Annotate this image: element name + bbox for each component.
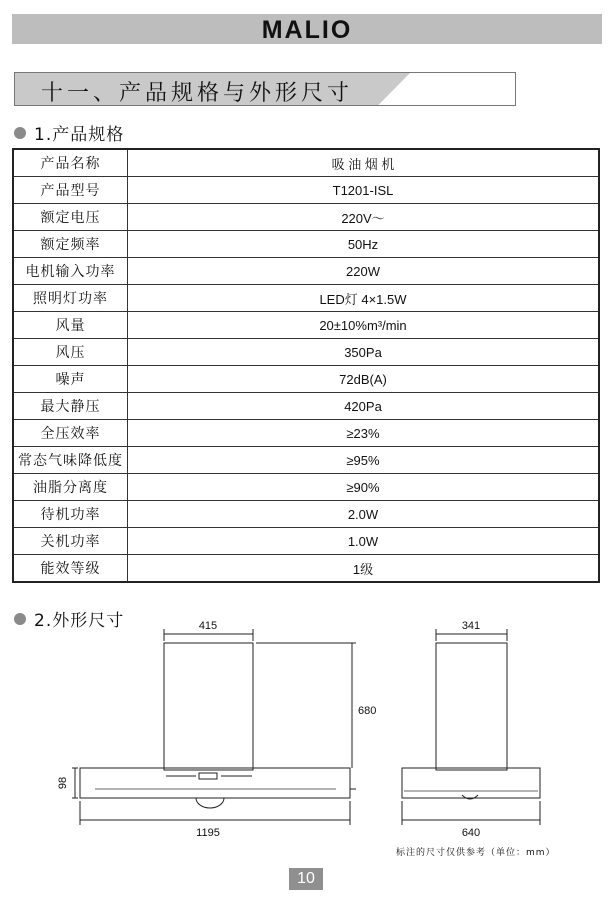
spec-value: 1级 [128,555,600,583]
spec-label: 油脂分离度 [13,474,128,501]
dim-chimney-width: 415 [198,620,218,632]
dimension-note: 标注的尺寸仅供参考（单位：mm） [396,848,556,858]
brand-header-bar [12,14,602,44]
spec-label: 待机功率 [13,501,128,528]
spec-value: 50Hz [128,231,600,258]
spec-value: 220V～ [128,204,600,231]
spec-value: 420Pa [128,393,600,420]
dimension-heading-text: 2.外形尺寸 [34,611,125,631]
spec-label: 额定频率 [13,231,128,258]
spec-value: ≥90% [128,474,600,501]
spec-value: ≥23% [128,420,600,447]
dim-hood-depth: 640 [461,827,481,839]
spec-row [13,366,599,393]
spec-row [13,231,599,258]
spec-row [13,258,599,285]
spec-label: 产品型号 [13,177,128,204]
side-hood [402,768,540,798]
dim-chimney-depth: 341 [461,620,481,632]
spec-row [13,501,599,528]
spec-label: 电机输入功率 [13,258,128,285]
spec-row [13,447,599,474]
spec-label: 噪声 [13,366,128,393]
brand-logo: MALIO [261,16,353,44]
front-light [196,798,224,808]
spec-heading [14,120,124,145]
spec-label: 风量 [13,312,128,339]
control-panel [199,773,217,779]
spec-label: 能效等级 [13,555,128,583]
spec-row [13,339,599,366]
spec-value: 350Pa [128,339,600,366]
spec-table [12,148,600,583]
spec-label: 关机功率 [13,528,128,555]
spec-row [13,149,599,177]
spec-label: 常态气味降低度 [13,447,128,474]
spec-row [13,204,599,231]
spec-value: 20±10%m³/min [128,312,600,339]
spec-value: 2.0W [128,501,600,528]
spec-row [13,528,599,555]
side-chimney [436,643,507,770]
spec-row [13,393,599,420]
spec-row [13,312,599,339]
front-chimney [164,643,253,770]
spec-label: 额定电压 [13,204,128,231]
spec-value: LED灯 4×1.5W [128,285,600,312]
spec-heading-text: 1.产品规格 [34,125,125,145]
spec-value: 220W [128,258,600,285]
spec-value: 72dB(A) [128,366,600,393]
spec-value: ≥95% [128,447,600,474]
dim-hood-height: 98 [57,776,69,790]
spec-row [13,420,599,447]
dimension-drawing [0,615,615,845]
spec-label: 照明灯功率 [13,285,128,312]
spec-row [13,177,599,204]
dim-hood-width: 1195 [196,827,220,839]
section-banner [14,72,516,106]
spec-row [13,555,599,583]
spec-label: 全压效率 [13,420,128,447]
section-title: 十一、产品规格与外形尺寸 [41,81,354,106]
spec-label: 最大静压 [13,393,128,420]
bullet-icon [14,127,26,139]
spec-row [13,474,599,501]
spec-row [13,285,599,312]
spec-label: 产品名称 [13,149,128,177]
spec-label: 风压 [13,339,128,366]
spec-value: 1.0W [128,528,600,555]
spec-value: T1201-ISL [128,177,600,204]
spec-value: 吸 油 烟 机 [128,149,600,177]
page-number: 10 [289,868,323,890]
dim-chimney-height: 680 [358,705,377,717]
